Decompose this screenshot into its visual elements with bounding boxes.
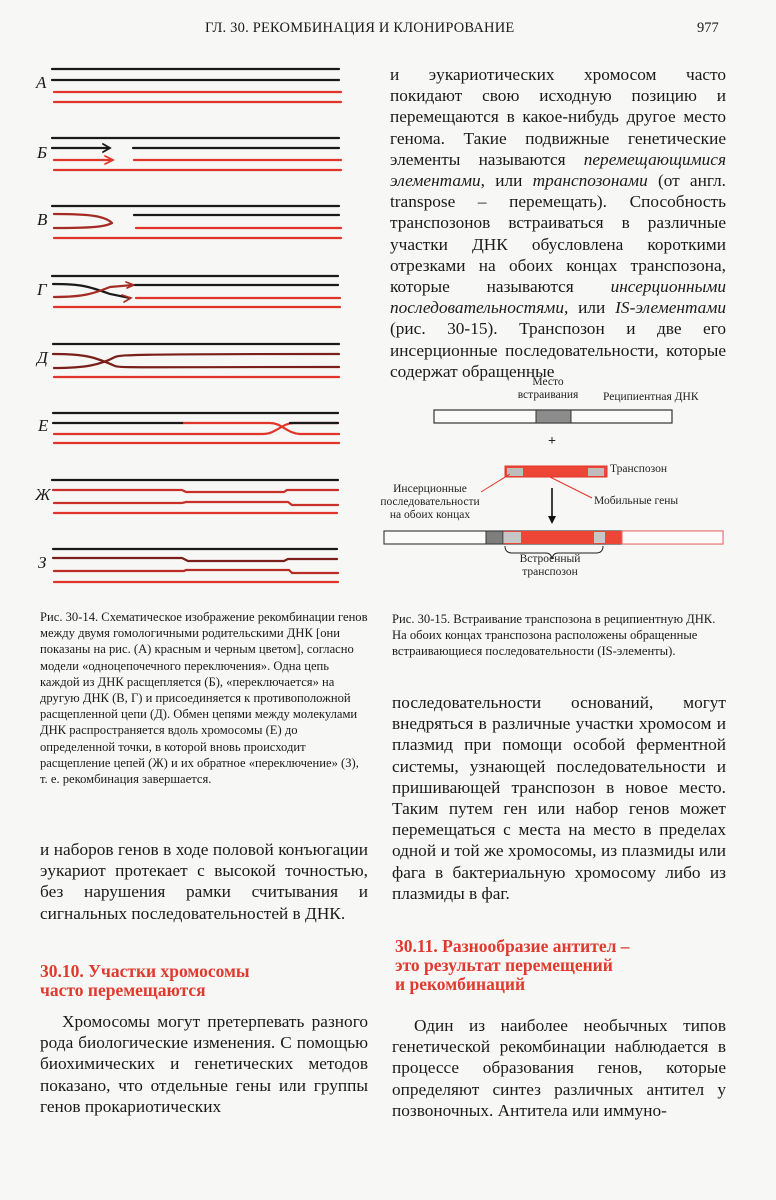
left-para-1-text: и наборов генов в ходе половой конъюгации эукариот протекает с высокой точностью, без нарушения рамки считывания и сигнальных последовательностей в ДНК. [40,840,368,923]
panel-label-a: А [36,73,47,92]
page-number: 977 [697,20,719,36]
panel-label-g: Г [37,280,47,299]
figure-30-14-caption: Рис. 30-14. Схематическое изображение рекомбинации генов между двумя гомологичными родительскими ДНК [они показаны на рис. (А) красным и черным цветом], согласно модели «одноцепочечного переключения». Одна цепь каждой из ДНК расщепляется (Б), «переключается» на другую ДНК (В, Г) и присоединяется к противоположной расщепленной цепи (Д). Обмен цепями между молекулами ДНК распространяется вдоль хромосомы (Е) до определенной точки, в которой вновь происходит расщепление цепей (Ж) и их обратное «переключение» (З), т. е. рекомбинация завершается. [40,610,368,787]
section-heading-30-11-line3: и рекомбинаций [395,974,526,994]
panel-label-e: Е [38,416,49,435]
is-sequences-label-line2: последовательности [380,496,480,508]
right-para-2-text: последовательности оснований, могут внедряться в различные участки хромосом и плазмид при помощи особой ферментной системы, узнающей последовательности и пришивающей транспозон в новое место. Таким путем ген или набор генов может перемещаться с места на место в пределах одной и той же хромосомы, из плазмиды или фага в бактериальную хромосому либо из плазмиды в фаг. [392,693,726,903]
section-heading-30-10 [40,962,370,1000]
figure-30-15-caption: Рис. 30-15. Встраивание транспозона в реципиентную ДНК. На обоих концах транспозона расположены обращенные встраивающиеся последовательности (IS-элементы). [392,612,716,659]
section-heading-30-11-line2: это результат перемещений [395,955,613,975]
mobile-genes-label: Мобильные гены [594,495,679,507]
panel-label-d: Д [37,348,48,367]
right-para-3-text: Один из наиболее необычных типов генетической рекомбинации наблюдается в процессе образования генов, которые определяют синтез различных антител у позвоночных. Антитела или иммуно- [392,1016,726,1120]
plus-sign: + [548,434,556,449]
panel-label-z: З [38,553,47,572]
figure-30-14 [0,0,380,600]
section-heading-30-10-line2: часто перемещаются [40,980,206,1000]
term-transposons: транспозонами [532,171,648,191]
is-sequences-label-line3: на обоих концах [389,509,471,521]
section-heading-30-11 [395,937,725,994]
term-insertion-sequences: инсерционными последовательностями [390,277,726,318]
right-paragraph-1 [390,64,726,382]
left-para-2-text: Хромосомы могут претерпевать разного рода биологические изменения. С помощью биохимических и генетических методов показано, что отдельные гены или группы генов прокариотических [40,1012,368,1116]
term-transposable-elements: перемещающимися элементами [390,149,726,191]
panel-label-b: Б [37,143,48,162]
running-title: ГЛ. 30. РЕКОМБИНАЦИЯ И КЛОНИРОВАНИЕ [205,20,515,36]
inserted-transposon-label-line1: Встроенный [519,553,581,565]
section-heading-30-10-line1: 30.10. Участки хромосомы [40,961,250,981]
figure-30-15 [370,370,776,600]
right-para-1-part-b: , или [480,171,533,191]
inserted-transposon-label-line2: транспозон [522,566,578,578]
recipient-dna-label: Реципиентная ДНК [603,391,699,403]
panel-label-zh: Ж [35,485,51,504]
insertion-site-label-line1: Место [532,376,564,388]
insertion-site-label-line2: встраивания [517,389,579,401]
transposon-label: Транспозон [610,463,667,475]
left-paragraph-2 [40,1011,368,1117]
panel-b-strands [52,138,341,170]
section-heading-30-11-line1: 30.11. Разнообразие антител – [395,936,630,956]
panel-z-strands [53,549,338,582]
panel-g-strands [52,276,340,307]
right-paragraph-3 [392,1015,726,1121]
panel-zh-strands [52,480,338,513]
right-para-1-part-e: (рис. 30-15). Транспозон и две его инсерционные последовательности, которые содержат обращенные [390,319,726,381]
right-para-1-part-a: и эукариотических хромосом часто покидают свою исходную позицию и перемещаются в какое-нибудь другое место генома. Такие подвижные генетические элементы называются [390,65,726,169]
transposon-diagram [370,370,776,600]
panel-e-strands [53,413,339,443]
right-para-1-part-c: (от англ. transpose – перемещать). Способность транспозонов встраиваться в различные участки ДНК обусловлена короткими отрезками на обоих концах транспозона, которые называются [390,171,726,297]
panel-label-v: В [37,210,48,229]
panel-a-strands [52,69,341,102]
left-paragraph-1 [40,839,368,924]
panel-v-strands [52,206,341,238]
recombination-diagram [0,0,380,600]
is-sequences-label-line1: Инсерционные [393,483,467,495]
right-para-1-part-d: , или [563,298,616,318]
panel-d-strands [53,344,339,377]
term-is-elements: IS-элементами [615,298,726,318]
right-paragraph-2 [392,692,726,904]
